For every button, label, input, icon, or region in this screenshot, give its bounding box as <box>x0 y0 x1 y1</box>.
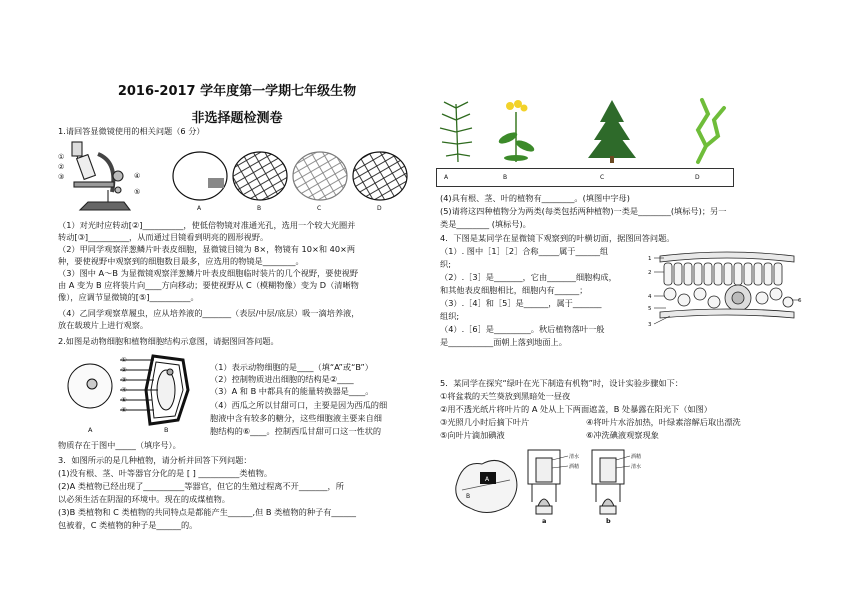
q4-line-3: （2）.［3］是_______，它由_______细胞构成， <box>440 272 617 282</box>
q2-fig-label-1: ① <box>121 356 127 364</box>
q2-line-4: （4）西瓜之所以甘甜可口，主要是因为西瓜的细 <box>210 400 388 410</box>
q2-line-3: （3）A 和 B 中都具有的能量转换器是____。 <box>210 386 374 396</box>
q1-line-6: 由 A 变为 B 应将装片向____方向移动；要使视野从 C（模糊物像）变为 D（清晰物 <box>58 280 359 290</box>
q1-fig-label-4: ④ <box>134 172 141 180</box>
q4-fig-label-3: 3 <box>648 322 652 328</box>
page-title: 2016-2017 学年度第一学期七年级生物 <box>117 84 357 99</box>
q4-line-4: 和其他表皮细胞相比，细胞内有______； <box>440 285 588 295</box>
q1-fig-label-5: ⑤ <box>134 188 141 196</box>
q4-line-5: （3）.［4］和［5］是______，属于_______ <box>440 298 602 308</box>
q5-fig-label-A: A <box>485 476 490 483</box>
q5-fig-label-alcohol-a: 酒精 <box>569 464 580 470</box>
q4-line-6: 组织; <box>440 311 460 321</box>
q5-fig-label-B: B <box>466 493 471 500</box>
q5-heading: 5．某同学在探究“绿叶在光下制造有机物”时，设计实验步骤如下： <box>440 378 683 388</box>
q4-fig-label-6: 6 <box>798 298 802 304</box>
q5-step-3: ③光照几小时后摘下叶片 <box>440 417 530 427</box>
q3-line-3: 以必须生活在阴湿的环境中。现在的成煤植物。 <box>58 494 230 504</box>
q1-fig-label-2: ② <box>58 163 65 171</box>
q4-line-8: 是___________面朝上落到地面上。 <box>440 337 567 347</box>
q1-fig-label-3: ③ <box>58 173 65 181</box>
plant-label-B: B <box>503 174 508 181</box>
experiment-figure <box>452 446 652 526</box>
q4-fig-label-1: 1 <box>648 256 652 262</box>
q5-step-4: ④将叶片水浴加热，叶绿素溶解后取出漂洗 <box>586 417 741 427</box>
q3-right-line-3: 类是________ (填标号)。 <box>440 219 531 229</box>
q3-line-4: (3)B 类植物和 C 类植物的共同特点是都能产生______,但 B 类植物的种子有______ <box>58 507 356 517</box>
q1-fig-label-C: C <box>317 205 322 212</box>
q2-fig-label-B: B <box>164 426 169 434</box>
q2-fig-label-2: ② <box>121 366 127 374</box>
q5-fig-label-a: a <box>542 517 547 525</box>
q1-line-2: 转动[③]__________，从而通过目镜看到明亮的圆形视野。 <box>58 232 269 242</box>
q4-fig-label-5: 5 <box>648 306 652 312</box>
q4-fig-label-4: 4 <box>648 294 652 300</box>
q5-step-6: ⑥冲洗碘液观察现象 <box>586 430 659 440</box>
plant-labels-box <box>436 168 734 187</box>
q2-line-6: 胞结构的⑥____。控制西瓜甘甜可口这一性状的 <box>210 426 382 436</box>
microscope-figure <box>60 140 155 220</box>
q5-fig-label-water-a: 清水 <box>569 454 580 460</box>
plant-label-D: D <box>695 174 700 181</box>
q2-line-5: 胞液中含有较多的糖分，这些细胞液主要来自细 <box>210 413 382 423</box>
q4-fig-label-2: 2 <box>648 270 652 276</box>
page-subtitle: 非选择题检测卷 <box>191 111 283 126</box>
q1-line-1: （1）对光时应转动[②]__________，使低倍物镜对准通光孔，选用一个较大光圈并 <box>58 220 356 230</box>
q1-line-7: 像），应调节显微镜的[⑤]__________。 <box>58 292 199 302</box>
q2-line-7: 物质存在于图中_____（填序号）。 <box>58 440 181 450</box>
q5-fig-label-b: b <box>606 517 611 525</box>
q4-line-7: （4）.［6］是_________。秋后植物落叶一般 <box>440 324 605 334</box>
q1-line-8: （4）乙同学观察草履虫，应从培养液的_______（表层/中层/底层）吸一滴培养液， <box>58 308 360 318</box>
plants-figure <box>436 96 736 168</box>
q1-line-9: 放在载玻片上进行观察。 <box>58 320 149 330</box>
q4-line-2: 织; <box>440 259 451 269</box>
q1-fig-label-D: D <box>377 205 382 212</box>
q3-line-2: (2)A 类植物已经出现了__________等器官，但它的生殖过程离不开_______，所 <box>58 481 344 491</box>
plant-label-C: C <box>600 174 605 181</box>
q3-right-line-2: (5)请将这四种植物分为两类(每类包括两种植物)一类是________(填标号)；另一 <box>440 206 727 216</box>
q1-heading: 1.请回答显微镜使用的相关问题（6 分） <box>58 126 205 136</box>
q1-line-3: （2）甲同学观察洋葱鳞片叶表皮细胞，显微镜目镜为 8×，物镜有 10×和 40×两 <box>58 244 356 254</box>
q5-fig-label-alcohol-b: 酒精 <box>631 454 642 460</box>
q2-fig-label-3: ③ <box>121 376 127 384</box>
q1-fig-label-1: ① <box>58 153 65 161</box>
cell-figure <box>58 350 208 435</box>
q2-fig-label-5: ⑤ <box>121 396 127 404</box>
q1-fig-label-A: A <box>197 205 202 212</box>
q5-step-5: ⑤向叶片滴加碘液 <box>440 430 505 440</box>
q3-right-line-1: (4)具有根、茎、叶的植物有________。(填图中字母) <box>440 193 630 203</box>
q5-step-2: ②用不透光纸片将叶片的 A 处从上下两面遮盖，B 处暴露在阳光下（如图） <box>440 404 712 414</box>
q1-line-5: （3）图中 A～B 为显微镜观察洋葱鳞片叶表皮细胞临时装片的几个视野，要使视野 <box>58 268 359 278</box>
q2-heading: 2.如图是动物细胞和植物细胞结构示意图，请据图回答问题。 <box>58 336 279 346</box>
q5-step-1: ①将盆栽的天竺葵放到黑暗处一昼夜 <box>440 391 571 401</box>
q2-fig-label-4: ④ <box>121 386 127 394</box>
leaf-section-figure <box>648 248 802 338</box>
plant-label-A: A <box>444 174 449 181</box>
q4-line-1: （1）. 图中［1］［2］合称_____属于______组 <box>440 246 609 256</box>
q3-heading: 3．如图所示的是几种植物，请分析并回答下列问题： <box>58 455 252 465</box>
field-of-view-figure <box>170 148 410 228</box>
q2-line-1: （1）表示动物细胞的是____（填“A”或“B”） <box>210 362 373 372</box>
q3-line-5: 包被着，C 类植物的种子是______的。 <box>58 520 198 530</box>
q2-fig-label-A: A <box>88 426 93 434</box>
q1-fig-label-B: B <box>257 205 262 212</box>
q1-line-4: 种，要使视野中观察到的细胞数目最多，应选用的物镜是________。 <box>58 256 304 266</box>
q5-fig-label-water-b: 清水 <box>631 464 642 470</box>
q2-fig-label-6: ⑥ <box>121 406 127 414</box>
q3-line-1: (1)没有根、茎、叶等器官分化的是 [ ] __________类植物。 <box>58 468 273 478</box>
q2-line-2: （2）控制物质进出细胞的结构是②____ <box>210 374 354 384</box>
q4-heading: 4．下图是某同学在显微镜下观察到的叶横切面，据图回答问题。 <box>440 233 675 243</box>
